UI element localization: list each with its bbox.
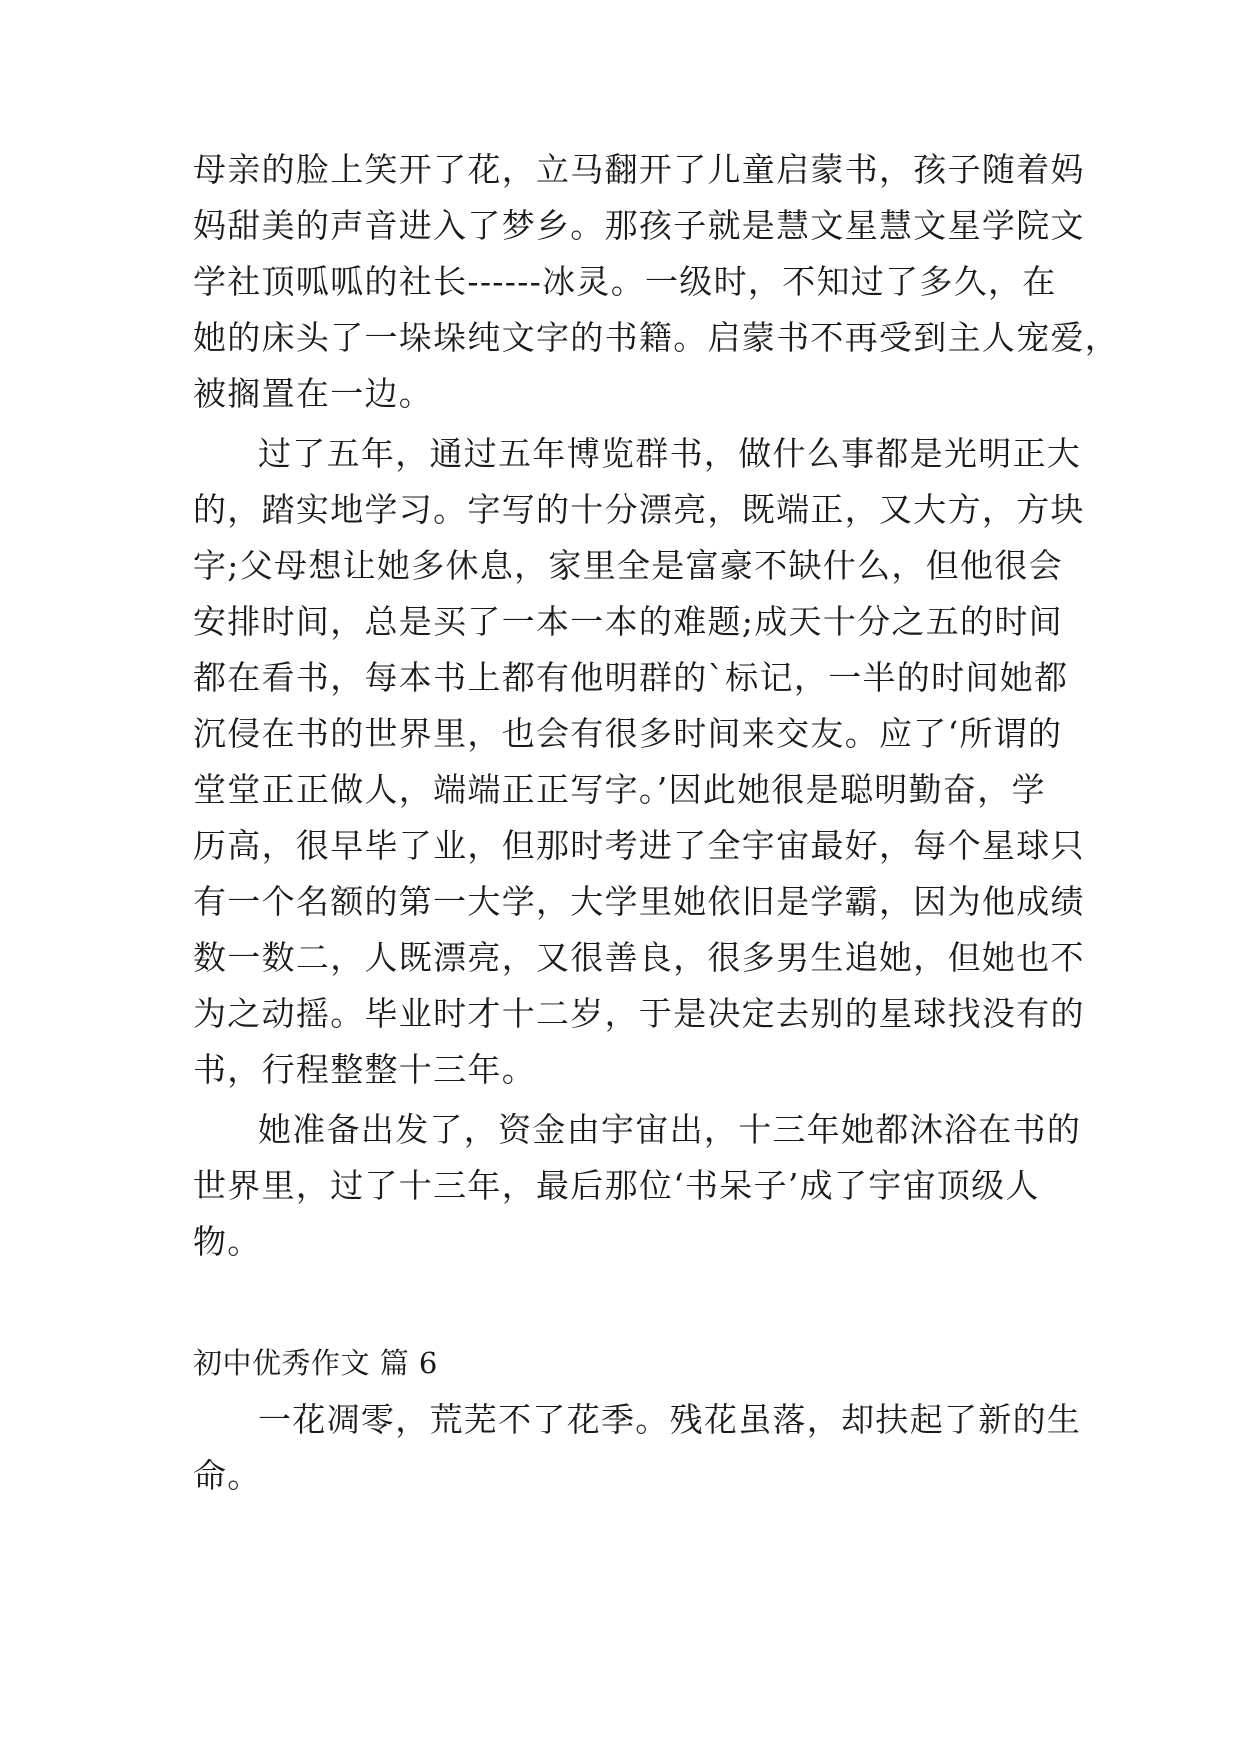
text-line: 她的床头了一垛垛纯文字的书籍。启蒙书不再受到主人宠爱， (193, 318, 1120, 357)
text-line: 的，踏实地学习。字写的十分漂亮，既端正，又大方，方块 (193, 490, 1085, 529)
text-line: 学社顶呱呱的社长------冰灵。一级时，不知过了多久，在 (193, 262, 1057, 301)
text-line: 母亲的脸上笑开了花，立马翻开了儿童启蒙书，孩子随着妈 (193, 150, 1085, 189)
text-line: 书，行程整整十三年。 (193, 1050, 536, 1089)
text-line: 她准备出发了，资金由宇宙出，十三年她都沐浴在书的 (258, 1110, 1082, 1149)
text-line: 历高，很早毕了业，但那时考进了全宇宙最好，每个星球只 (193, 826, 1085, 865)
text-line: 沉侵在书的世界里，也会有很多时间来交友。应了‘所谓的 (193, 714, 1063, 753)
text-line: 有一个名额的第一大学，大学里她依旧是学霸，因为他成绩 (193, 882, 1085, 921)
text-line: 数一数二，人既漂亮，又很善良，很多男生追她，但她也不 (193, 938, 1085, 977)
text-line: 为之动摇。毕业时才十二岁，于是决定去别的星球找没有的 (193, 994, 1085, 1033)
text-line: 安排时间，总是买了一本一本的难题;成天十分之五的时间 (193, 602, 1063, 641)
text-line: 世界里，过了十三年，最后那位‘书呆子’成了宇宙顶级人 (193, 1166, 1040, 1205)
text-line: 堂堂正正做人，端端正正写字。’因此她很是聪明勤奋，学 (193, 770, 1046, 809)
text-line: 物。 (193, 1222, 262, 1261)
text-line: 过了五年，通过五年博览群书，做什么事都是光明正大 (258, 434, 1082, 473)
text-line: 妈甜美的声音进入了梦乡。那孩子就是慧文星慧文星学院文 (193, 206, 1085, 245)
text-line: 被搁置在一边。 (193, 374, 434, 413)
text-line: 一花凋零，荒芜不了花季。残花虽落，却扶起了新的生 (258, 1400, 1082, 1439)
text-line: 字;父母想让她多休息，家里全是富豪不缺什么，但他很会 (193, 546, 1063, 585)
section-heading: 初中优秀作文 篇 6 (193, 1346, 438, 1380)
text-line: 都在看书，每本书上都有他明群的`标记，一半的时间她都 (193, 658, 1069, 697)
text-line: 命。 (193, 1456, 262, 1495)
